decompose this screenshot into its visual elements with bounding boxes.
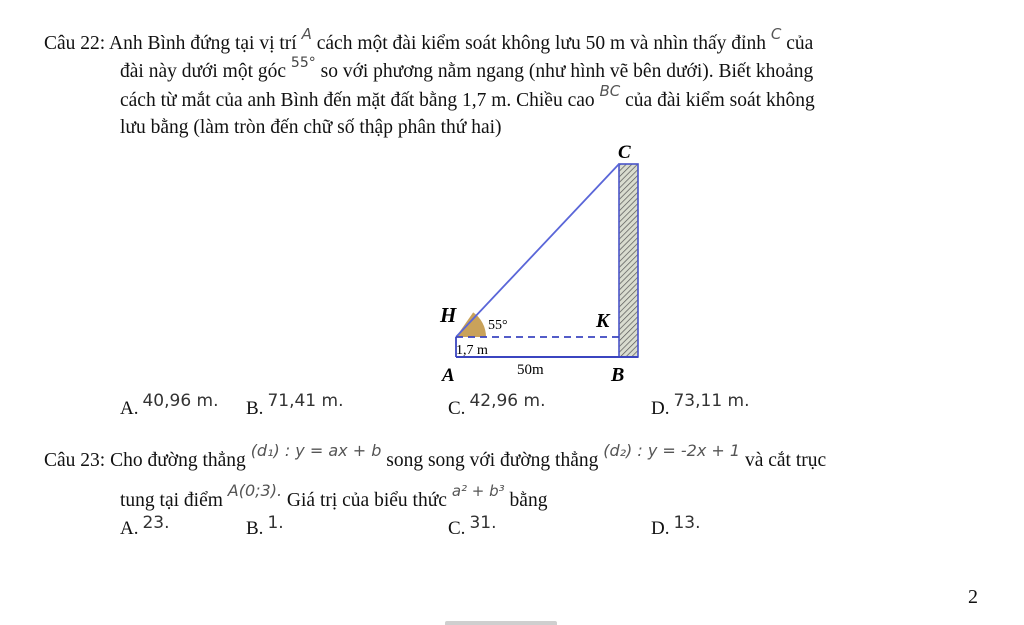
option-value: 1. bbox=[267, 513, 284, 533]
option-letter: D. bbox=[651, 518, 670, 539]
tower-rect bbox=[619, 164, 638, 357]
tower-figure bbox=[420, 138, 660, 390]
q23-option-b[interactable] bbox=[246, 513, 284, 540]
option-value: 23. bbox=[142, 513, 170, 533]
option-letter: C. bbox=[448, 398, 466, 419]
option-value: 31. bbox=[469, 513, 497, 533]
option-value: 40,96 m. bbox=[142, 391, 219, 411]
math-point-a: A bbox=[301, 25, 312, 43]
q23-option-d[interactable] bbox=[651, 513, 701, 540]
option-value: 71,41 m. bbox=[267, 391, 344, 411]
text-segment: lưu bằng (làm tròn đến chữ số thập phân thứ hai) bbox=[120, 117, 502, 138]
math-point-c: C bbox=[770, 25, 782, 43]
math-line-d1: (d₁) : y = ax + b bbox=[250, 441, 382, 460]
text-segment: tung tại điểm bbox=[120, 490, 223, 511]
q23-option-c[interactable] bbox=[448, 513, 497, 540]
question-22-line-1 bbox=[44, 25, 814, 57]
option-value: 73,11 m. bbox=[673, 391, 750, 411]
question-23-line-1 bbox=[44, 441, 827, 474]
math-segment-bc: BC bbox=[599, 82, 621, 100]
math-line-d2: (d₂) : y = -2x + 1 bbox=[603, 441, 741, 460]
math-point: A(0;3). bbox=[227, 481, 283, 500]
question-22-line-3 bbox=[120, 82, 815, 114]
q23-option-a[interactable] bbox=[120, 513, 170, 540]
question-22-line-2 bbox=[120, 55, 814, 86]
text-segment: song song với đường thẳng bbox=[386, 450, 599, 471]
label-c: C bbox=[618, 142, 631, 163]
question-23-label: Câu 23: bbox=[44, 450, 106, 471]
bottom-divider bbox=[445, 621, 557, 625]
q22-option-a[interactable] bbox=[120, 391, 219, 420]
label-h: H bbox=[440, 303, 457, 327]
option-letter: D. bbox=[651, 398, 670, 419]
option-value: 42,96 m. bbox=[469, 391, 546, 411]
text-segment: Giá trị của biểu thức bbox=[286, 490, 447, 511]
label-distance: 50m bbox=[517, 362, 544, 378]
text-segment: của bbox=[786, 33, 814, 54]
text-segment: bằng bbox=[509, 490, 548, 511]
option-letter: C. bbox=[448, 518, 466, 539]
text-segment: so với phương nằm ngang (như hình vẽ bên dưới). Biết khoảng bbox=[320, 61, 814, 82]
text-segment: cách từ mắt của anh Bình đến mặt đất bằng 1,7 m. Chiều cao bbox=[120, 90, 595, 111]
label-b: B bbox=[611, 364, 625, 386]
math-angle: 55° bbox=[290, 55, 316, 71]
sight-line bbox=[456, 164, 619, 337]
text-segment: Anh Bình đứng tại vị trí bbox=[109, 33, 297, 54]
option-letter: A. bbox=[120, 398, 139, 419]
label-a: A bbox=[442, 365, 455, 386]
text-segment: Cho đường thẳng bbox=[110, 450, 246, 471]
text-segment: đài này dưới một góc bbox=[120, 61, 287, 82]
q22-option-d[interactable] bbox=[651, 391, 750, 420]
q22-option-c[interactable] bbox=[448, 391, 546, 420]
question-23-line-2 bbox=[120, 481, 548, 514]
page-number: 2 bbox=[968, 586, 978, 608]
label-height: 1,7 m bbox=[456, 343, 488, 358]
text-segment: của đài kiểm soát không bbox=[625, 90, 815, 111]
question-22-label: Câu 22: bbox=[44, 33, 106, 54]
option-letter: A. bbox=[120, 518, 139, 539]
text-segment: cách một đài kiểm soát không lưu 50 m và nhìn thấy đỉnh bbox=[316, 33, 766, 54]
math-expression: a² + b³ bbox=[451, 482, 505, 500]
text-segment: và cắt trục bbox=[744, 450, 827, 471]
label-k: K bbox=[596, 310, 610, 332]
option-value: 13. bbox=[673, 513, 701, 533]
label-angle: 55° bbox=[488, 318, 508, 333]
option-letter: B. bbox=[246, 518, 264, 539]
q22-option-b[interactable] bbox=[246, 391, 344, 420]
option-letter: B. bbox=[246, 398, 264, 419]
